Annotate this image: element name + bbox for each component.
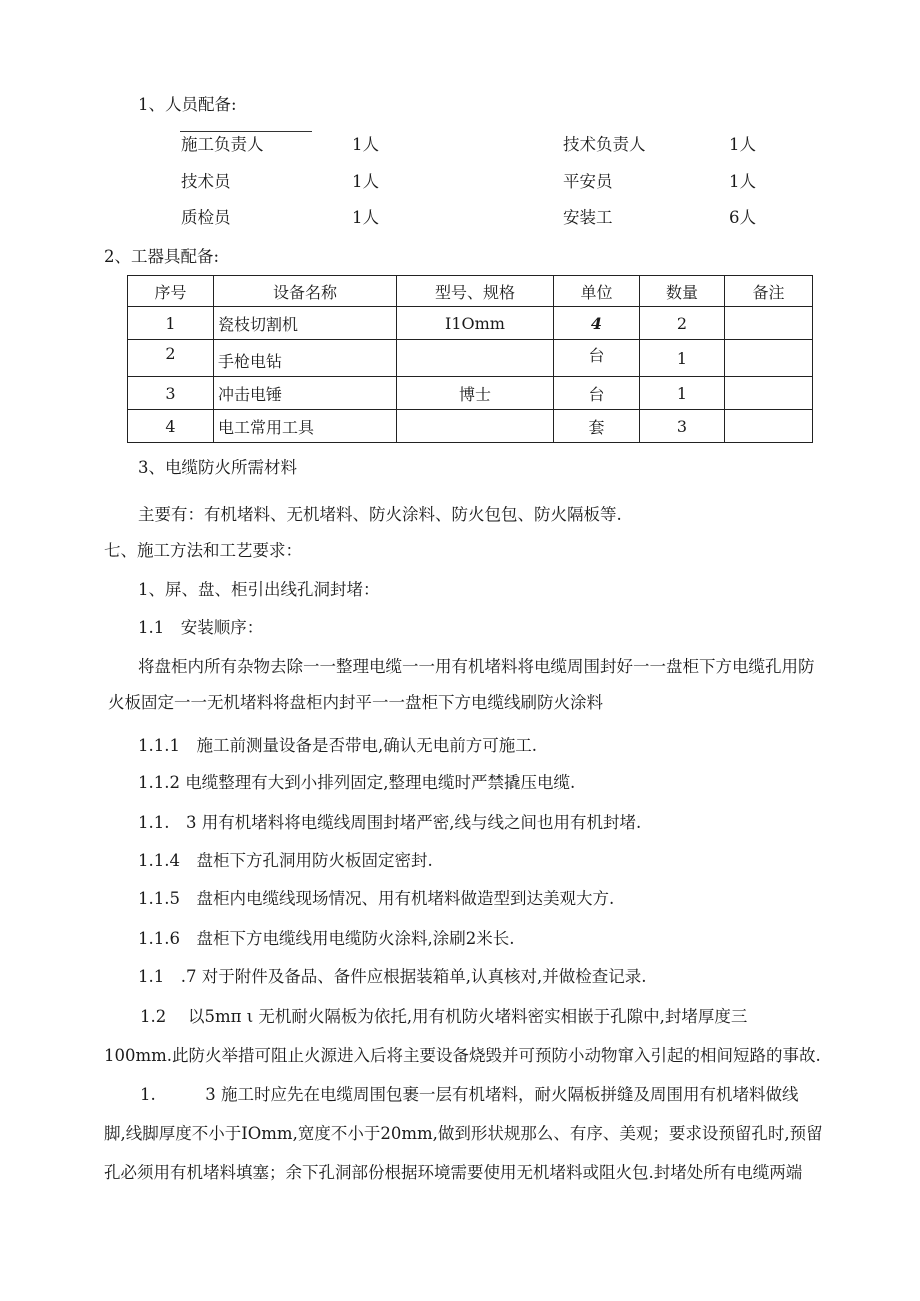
staff-role: 安装工: [563, 208, 613, 227]
cell-no: 2: [128, 340, 214, 377]
paragraph-line: 1. 3 施工时应先在电缆周围包裹一层有机堵料，耐火隔板拼缝及周围用有机堵料做线: [140, 1085, 799, 1104]
staff-count: 1人: [352, 172, 379, 191]
table-row: [128, 377, 813, 410]
paragraph-line: 1.2 以5mπ ι 无机耐火隔板为依托,用有机防火堵料密实相嵌于孔隙中,封堵厚度三: [140, 1007, 748, 1026]
subsection-title: 1、屏、盘、柜引出线孔洞封堵：: [138, 580, 380, 599]
table-row: [128, 410, 813, 443]
cell-name: 电工常用工具: [214, 410, 397, 443]
cell-name: 手枪电钻: [214, 340, 397, 377]
cell-no: 3: [128, 377, 214, 410]
cell-model: 博士: [397, 377, 554, 410]
table-header-row: [128, 276, 813, 307]
install-sequence-line: 火板固定一一无机堵料将盘柜内封平一一盘柜下方电缆线刷防火涂料: [108, 693, 603, 712]
cell-unit: 台: [554, 377, 640, 410]
underline: [180, 131, 312, 132]
cell-no: 1: [128, 307, 214, 340]
cell-unit: 4: [554, 307, 640, 340]
subsection-title: 1.1 安装顺序：: [138, 618, 264, 637]
step-item: 1.1.4 盘柜下方孔洞用防火板固定密封.: [138, 851, 433, 870]
table-row: [128, 307, 813, 340]
method-heading: 七、施工方法和工艺要求：: [104, 541, 302, 560]
col-header: 序号: [128, 276, 214, 307]
paragraph-line: 100mm.此防火举措可阻止火源进入后将主要设备烧毁并可预防小动物窜入引起的相间短路的事故.: [104, 1046, 821, 1065]
step-item: 1.1.1 施工前测量设备是否带电,确认无电前方可施工.: [138, 736, 537, 755]
cell-qty: 1: [640, 340, 725, 377]
table-row: [128, 340, 813, 377]
cell-note: [725, 340, 813, 377]
staff-count: 1人: [729, 135, 756, 154]
cell-model: [397, 410, 554, 443]
install-sequence-line: 将盘柜内所有杂物去除一一整理电缆一一用有机堵料将电缆周围封好一一盘柜下方电缆孔用防: [138, 657, 815, 676]
col-header: 备注: [725, 276, 813, 307]
cell-model: [397, 340, 554, 377]
step-item: 1.1.2 电缆整理有大到小排列固定,整理电缆时严禁撬压电缆.: [138, 773, 576, 792]
staff-count: 1人: [729, 172, 756, 191]
cell-name: 瓷枝切割机: [214, 307, 397, 340]
cell-unit: 套: [554, 410, 640, 443]
staff-role: 平安员: [563, 172, 613, 191]
tools-heading: 2、工器具配备:: [104, 247, 220, 266]
staff-count: 1人: [352, 135, 379, 154]
cell-note: [725, 377, 813, 410]
step-item: 1.1.6 盘柜下方电缆线用电缆防火涂料,涂刷2米长.: [138, 929, 515, 948]
col-header: 数量: [640, 276, 725, 307]
staff-role: 技术负责人: [563, 135, 646, 154]
staff-role: 质检员: [181, 208, 231, 227]
step-item: 1.1. 3 用有机堵料将电缆线周围封堵严密,线与线之间也用有机封堵.: [138, 813, 642, 832]
paragraph-line: 脚,线脚厚度不小于IOmm,宽度不小于20mm,做到形状规那么、有序、美观；要求设预留孔时,预留: [104, 1124, 823, 1143]
materials-text: 主要有：有机堵料、无机堵料、防火涂料、防火包包、防火隔板等.: [138, 505, 622, 524]
cell-name: 冲击电锤: [214, 377, 397, 410]
cell-qty: 1: [640, 377, 725, 410]
col-header: 单位: [554, 276, 640, 307]
staff-role: 施工负责人: [181, 135, 264, 154]
cell-model: I1Omm: [397, 307, 554, 340]
staff-heading: 1、人员配备:: [138, 95, 237, 114]
paragraph-line: 孔必须用有机堵料填塞；余下孔洞部份根据环境需要使用无机堵料或阻火包.封堵处所有电缆两端: [104, 1163, 803, 1182]
cell-unit: 台: [554, 340, 640, 377]
staff-count: 1人: [352, 208, 379, 227]
cell-note: [725, 307, 813, 340]
step-item: 1.1.5 盘柜内电缆线现场情况、用有机堵料做造型到达美观大方.: [138, 889, 615, 908]
materials-heading: 3、电缆防火所需材料: [138, 458, 297, 477]
staff-count: 6人: [729, 208, 756, 227]
col-header: 型号、规格: [397, 276, 554, 307]
cell-qty: 2: [640, 307, 725, 340]
step-item: 1.1 .7 对于附件及备品、备件应根据装箱单,认真核对,并做检查记录.: [138, 967, 647, 986]
cell-note: [725, 410, 813, 443]
col-header: 设备名称: [214, 276, 397, 307]
equipment-table: [127, 275, 813, 443]
cell-qty: 3: [640, 410, 725, 443]
staff-role: 技术员: [181, 172, 231, 191]
cell-no: 4: [128, 410, 214, 443]
